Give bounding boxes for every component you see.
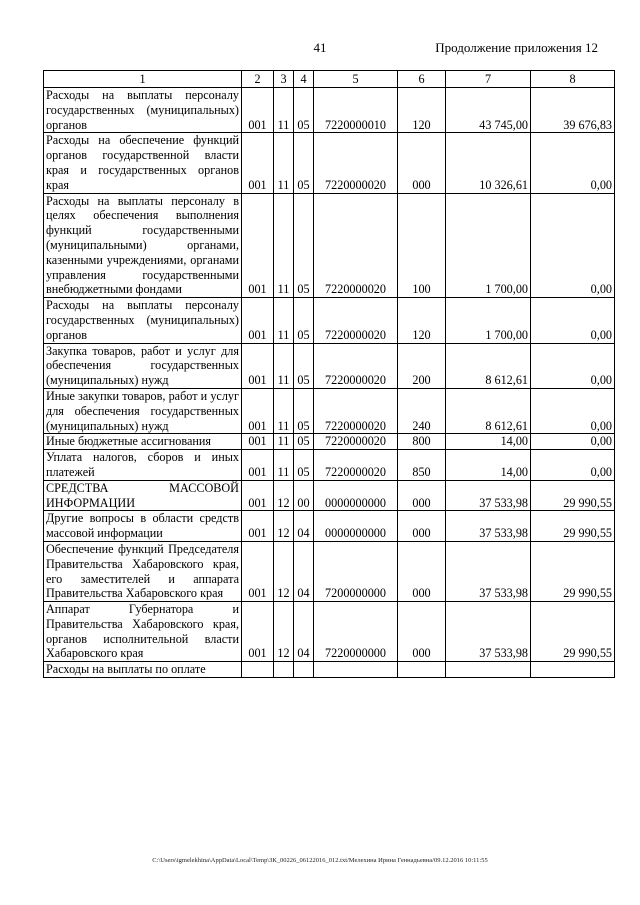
column-header: 7: [446, 71, 531, 88]
target-article-cell: 7220000020: [314, 450, 398, 481]
amount-cell: 29 990,55: [531, 511, 615, 542]
amount-cell: [446, 662, 531, 678]
subsection-code-cell: 05: [294, 450, 314, 481]
subsection-code-cell: 05: [294, 133, 314, 193]
row-name-cell: СРЕДСТВА МАССОВОЙ ИНФОРМАЦИИ: [44, 480, 242, 511]
table-row: [44, 662, 615, 678]
target-article-cell: 7220000020: [314, 298, 398, 343]
expense-type-cell: 100: [398, 193, 446, 298]
target-article-cell: 0000000000: [314, 511, 398, 542]
amount-cell: 8 612,61: [446, 388, 531, 433]
section-code-cell: 11: [274, 193, 294, 298]
row-name-cell: Расходы на выплаты по оплате: [44, 662, 242, 678]
row-name-cell: Обеспечение функций Председателя Правительства Хабаровского края, его заместителей и аппарата Правительства Хабаровского края: [44, 541, 242, 601]
amount-cell: 37 533,98: [446, 480, 531, 511]
column-header: 5: [314, 71, 398, 88]
table-row: [44, 450, 615, 481]
section-code-cell: 12: [274, 541, 294, 601]
amount-cell: 0,00: [531, 450, 615, 481]
expense-type-cell: 850: [398, 450, 446, 481]
amount-cell: 43 745,00: [446, 88, 531, 133]
subsection-code-cell: 04: [294, 541, 314, 601]
continuation-label: Продолжение приложения 12: [435, 40, 598, 55]
amount-cell: 29 990,55: [531, 541, 615, 601]
target-article-cell: 7220000020: [314, 388, 398, 433]
amount-cell: [531, 662, 615, 678]
column-header: 8: [531, 71, 615, 88]
amount-cell: 37 533,98: [446, 602, 531, 662]
expense-type-cell: 200: [398, 343, 446, 388]
amount-cell: 37 533,98: [446, 541, 531, 601]
row-name-cell: Закупка товаров, работ и услуг для обеспечения государственных (муниципальных) нужд: [44, 343, 242, 388]
amount-cell: 0,00: [531, 434, 615, 450]
expense-type-cell: 800: [398, 434, 446, 450]
ministry-code-cell: 001: [242, 450, 274, 481]
ministry-code-cell: 001: [242, 193, 274, 298]
expense-type-cell: 000: [398, 511, 446, 542]
table-row: [44, 88, 615, 133]
expense-type-cell: 000: [398, 541, 446, 601]
expense-type-cell: 000: [398, 133, 446, 193]
section-code-cell: 12: [274, 511, 294, 542]
subsection-code-cell: 05: [294, 193, 314, 298]
ministry-code-cell: 001: [242, 88, 274, 133]
expense-type-cell: 120: [398, 298, 446, 343]
ministry-code-cell: [242, 662, 274, 678]
target-article-cell: 7220000020: [314, 133, 398, 193]
amount-cell: 0,00: [531, 388, 615, 433]
expense-type-cell: 120: [398, 88, 446, 133]
target-article-cell: 7220000020: [314, 343, 398, 388]
table-body: [44, 88, 615, 678]
target-article-cell: 7200000000: [314, 541, 398, 601]
ministry-code-cell: 001: [242, 343, 274, 388]
ministry-code-cell: 001: [242, 602, 274, 662]
table-row: [44, 133, 615, 193]
row-name-cell: Уплата налогов, сборов и иных платежей: [44, 450, 242, 481]
table-row: [44, 343, 615, 388]
footer-file-path: C:\Users\igmelekhina\AppData\Local\Temp\ЗК_00226_06122016_012.txt/Мелехина Ирина Геннадьевна/09.12.2016 10:11:55: [152, 857, 488, 864]
ministry-code-cell: 001: [242, 434, 274, 450]
column-header: 1: [44, 71, 242, 88]
section-code-cell: 11: [274, 450, 294, 481]
header-row: [44, 71, 615, 88]
amount-cell: 0,00: [531, 133, 615, 193]
table-row: [44, 541, 615, 601]
table-row: [44, 434, 615, 450]
section-code-cell: 12: [274, 480, 294, 511]
row-name-cell: Расходы на выплаты персоналу в целях обеспечения выполнения функций государственными (муниципальными) органами, казенными учреждениями, органами управления государственными внебюджетными фондами: [44, 193, 242, 298]
table-row: [44, 602, 615, 662]
section-code-cell: [274, 662, 294, 678]
subsection-code-cell: 05: [294, 298, 314, 343]
row-name-cell: Иные закупки товаров, работ и услуг для обеспечения государственных (муниципальных) нужд: [44, 388, 242, 433]
row-name-cell: Аппарат Губернатора и Правительства Хабаровского края, органов исполнительной власти Хабаровского края: [44, 602, 242, 662]
section-code-cell: 11: [274, 388, 294, 433]
section-code-cell: 11: [274, 343, 294, 388]
column-header: 4: [294, 71, 314, 88]
expense-type-cell: 000: [398, 480, 446, 511]
amount-cell: 29 990,55: [531, 602, 615, 662]
column-header: 3: [274, 71, 294, 88]
table-row: [44, 480, 615, 511]
ministry-code-cell: 001: [242, 541, 274, 601]
section-code-cell: 11: [274, 298, 294, 343]
amount-cell: 8 612,61: [446, 343, 531, 388]
section-code-cell: 11: [274, 434, 294, 450]
amount-cell: 39 676,83: [531, 88, 615, 133]
subsection-code-cell: 05: [294, 88, 314, 133]
table-row: [44, 511, 615, 542]
amount-cell: 14,00: [446, 450, 531, 481]
subsection-code-cell: [294, 662, 314, 678]
row-name-cell: Расходы на выплаты персоналу государственных (муниципальных) органов: [44, 88, 242, 133]
page-number: 41: [313, 40, 327, 55]
target-article-cell: 7220000020: [314, 193, 398, 298]
section-code-cell: 11: [274, 88, 294, 133]
ministry-code-cell: 001: [242, 480, 274, 511]
amount-cell: 0,00: [531, 298, 615, 343]
amount-cell: 1 700,00: [446, 193, 531, 298]
subsection-code-cell: 05: [294, 388, 314, 433]
ministry-code-cell: 001: [242, 133, 274, 193]
row-name-cell: Иные бюджетные ассигнования: [44, 434, 242, 450]
table-row: [44, 298, 615, 343]
row-name-cell: Расходы на обеспечение функций органов государственной власти края и государственных органов края: [44, 133, 242, 193]
subsection-code-cell: 05: [294, 434, 314, 450]
column-header: 2: [242, 71, 274, 88]
amount-cell: 37 533,98: [446, 511, 531, 542]
budget-table: [43, 70, 615, 678]
subsection-code-cell: 00: [294, 480, 314, 511]
row-name-cell: Другие вопросы в области средств массовой информации: [44, 511, 242, 542]
subsection-code-cell: 04: [294, 602, 314, 662]
table-row: [44, 388, 615, 433]
column-header: 6: [398, 71, 446, 88]
section-code-cell: 11: [274, 133, 294, 193]
subsection-code-cell: 04: [294, 511, 314, 542]
expense-type-cell: 240: [398, 388, 446, 433]
amount-cell: 14,00: [446, 434, 531, 450]
target-article-cell: [314, 662, 398, 678]
subsection-code-cell: 05: [294, 343, 314, 388]
ministry-code-cell: 001: [242, 298, 274, 343]
amount-cell: 1 700,00: [446, 298, 531, 343]
target-article-cell: 7220000010: [314, 88, 398, 133]
ministry-code-cell: 001: [242, 511, 274, 542]
amount-cell: 0,00: [531, 343, 615, 388]
ministry-code-cell: 001: [242, 388, 274, 433]
section-code-cell: 12: [274, 602, 294, 662]
target-article-cell: 7220000000: [314, 602, 398, 662]
expense-type-cell: [398, 662, 446, 678]
amount-cell: 29 990,55: [531, 480, 615, 511]
target-article-cell: 0000000000: [314, 480, 398, 511]
expense-type-cell: 000: [398, 602, 446, 662]
amount-cell: 10 326,61: [446, 133, 531, 193]
amount-cell: 0,00: [531, 193, 615, 298]
row-name-cell: Расходы на выплаты персоналу государственных (муниципальных) органов: [44, 298, 242, 343]
table-row: [44, 193, 615, 298]
target-article-cell: 7220000020: [314, 434, 398, 450]
